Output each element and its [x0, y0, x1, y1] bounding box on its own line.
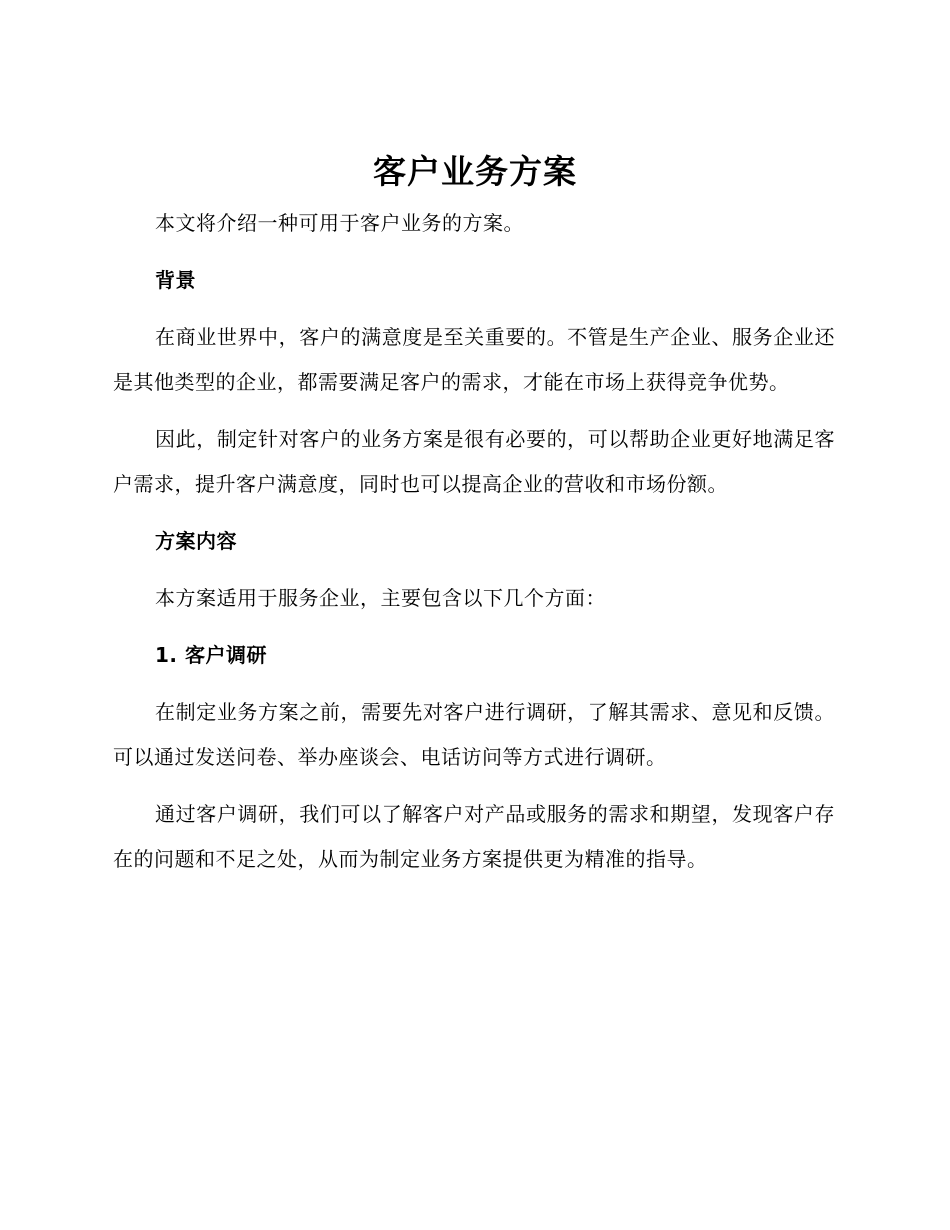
document-title: 客户业务方案	[373, 152, 577, 191]
research-paragraph-2: 通过客户调研，我们可以了解客户对产品或服务的需求和期望，发现客户存在的问题和不足之处，从而为制定业务方案提供更为精准的指导。	[113, 802, 835, 871]
plan-paragraph-1: 本方案适用于服务企业，主要包含以下几个方面：	[155, 586, 606, 610]
background-paragraph-2: 因此，制定针对客户的业务方案是很有必要的，可以帮助企业更好地满足客户需求，提升客户满意度，同时也可以提高企业的营收和市场份额。	[113, 427, 835, 496]
intro-paragraph: 本文将介绍一种可用于客户业务的方案。	[155, 211, 524, 235]
background-heading: 背景	[155, 268, 196, 292]
document-body	[113, 201, 835, 894]
background-paragraph-1: 在商业世界中，客户的满意度是至关重要的。不管是生产企业、服务企业还是其他类型的企业，都需要满足客户的需求，才能在市场上获得竞争优势。	[113, 325, 835, 394]
plan-heading: 方案内容	[155, 529, 237, 553]
research-heading: 1. 客户调研	[155, 643, 267, 667]
research-paragraph-1: 在制定业务方案之前，需要先对客户进行调研，了解其需求、意见和反馈。可以通过发送问卷、举办座谈会、电话访问等方式进行调研。	[113, 700, 835, 769]
